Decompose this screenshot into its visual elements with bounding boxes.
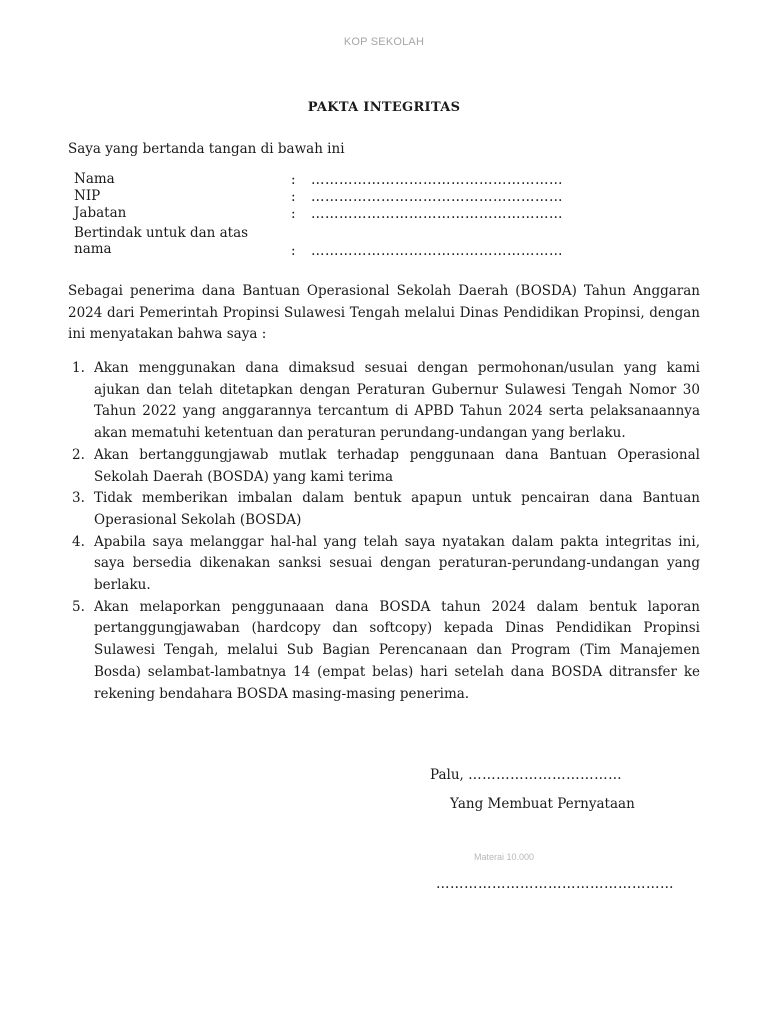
identity-label: Jabatan: [74, 205, 127, 221]
identity-colon: :: [291, 243, 296, 259]
identity-row-nama: [74, 171, 574, 188]
identity-label: NIP: [74, 188, 101, 204]
commitment-list: [68, 358, 700, 705]
school-letterhead-placeholder: KOP SEKOLAH: [343, 36, 425, 48]
list-item-text: Akan bertanggungjawab mutlak terhadap penggunaan dana Bantuan Operasional Sekolah Daerah (BOSDA) yang kami terima: [94, 446, 700, 485]
identity-colon: :: [291, 172, 296, 188]
signature-place-date: [430, 767, 622, 783]
identity-colon: :: [291, 206, 296, 222]
list-item: [68, 488, 700, 531]
identity-table: [74, 171, 574, 259]
list-item-number: 1.: [72, 360, 85, 376]
list-item-text: Apabila saya melanggar hal-hal yang telah saya nyatakan dalam pakta integritas ini, saya bersedia dikenakan sanksi sesuai dengan peraturan-perundang-undangan yang berlaku.: [94, 533, 700, 594]
list-item: [68, 445, 700, 488]
list-item: [68, 532, 700, 597]
list-item: [68, 597, 700, 706]
intro-text: Saya yang bertanda tangan di bawah ini: [68, 141, 345, 157]
identity-colon: :: [291, 189, 296, 205]
signature-name-field: ……………………………………………: [436, 876, 674, 892]
list-item-text: Tidak memberikan imbalan dalam bentuk apapun untuk pencairan dana Bantuan Operasional Sekolah (BOSDA): [94, 490, 700, 528]
list-item-number: 3.: [72, 490, 85, 507]
identity-row-nip: [74, 188, 574, 205]
identity-value-field: ………………………………………………: [311, 172, 563, 188]
stamp-duty-placeholder: Materai 10.000: [474, 852, 535, 862]
signature-date-field: ……………………………: [468, 767, 623, 783]
statement-paragraph: Sebagai penerima dana Bantuan Operasional Sekolah Daerah (BOSDA) Tahun Anggaran 2024 dari Pemerintah Propinsi Sulawesi Tengah melalui Dinas Pendidikan Propinsi, dengan ini menyatakan bahwa saya :: [68, 283, 700, 343]
list-item-number: 5.: [72, 598, 85, 615]
identity-value-field: ………………………………………………: [311, 243, 563, 259]
list-item-number: 4.: [72, 533, 85, 550]
list-item-number: 2.: [72, 446, 85, 463]
list-item-text: Akan menggunakan dana dimaksud sesuai dengan permohonan/usulan yang kami ajukan dan telah ditetapkan dengan Peraturan Gubernur Sulawesi Tengah Nomor 30 Tahun 2022 yang anggarannya tercantum di APBD Tahun 2024 serta pelaksanaannya akan mematuhi ketentuan dan peraturan perundang-undangan yang berlaku.: [94, 360, 700, 442]
document-title: PAKTA INTEGRITAS: [307, 100, 461, 115]
identity-label: Nama: [74, 171, 115, 187]
identity-row-jabatan: [74, 205, 574, 222]
identity-value-field: ………………………………………………: [311, 206, 563, 222]
identity-value-field: ………………………………………………: [311, 189, 563, 205]
identity-label: Bertindak untuk dan atas nama: [74, 225, 249, 257]
list-item-text: Akan melaporkan penggunaaan dana BOSDA tahun 2024 dalam bentuk laporan pertanggungjawaban (hardcopy dan softcopy) kepada Dinas Pendidikan Propinsi Sulawesi Tengah, melalui Sub Bagian Perencanaan dan Program (Tim Manajemen Bosda) selambat-lambatnya 14 (empat belas) hari setelah dana BOSDA ditransfer ke rekening bendahara BOSDA masing-masing penerima.: [94, 598, 700, 702]
signature-role: Yang Membuat Pernyataan: [450, 796, 635, 812]
identity-row-atas-nama: [74, 225, 574, 259]
signature-place-label: Palu,: [430, 767, 464, 783]
list-item: [68, 358, 700, 445]
